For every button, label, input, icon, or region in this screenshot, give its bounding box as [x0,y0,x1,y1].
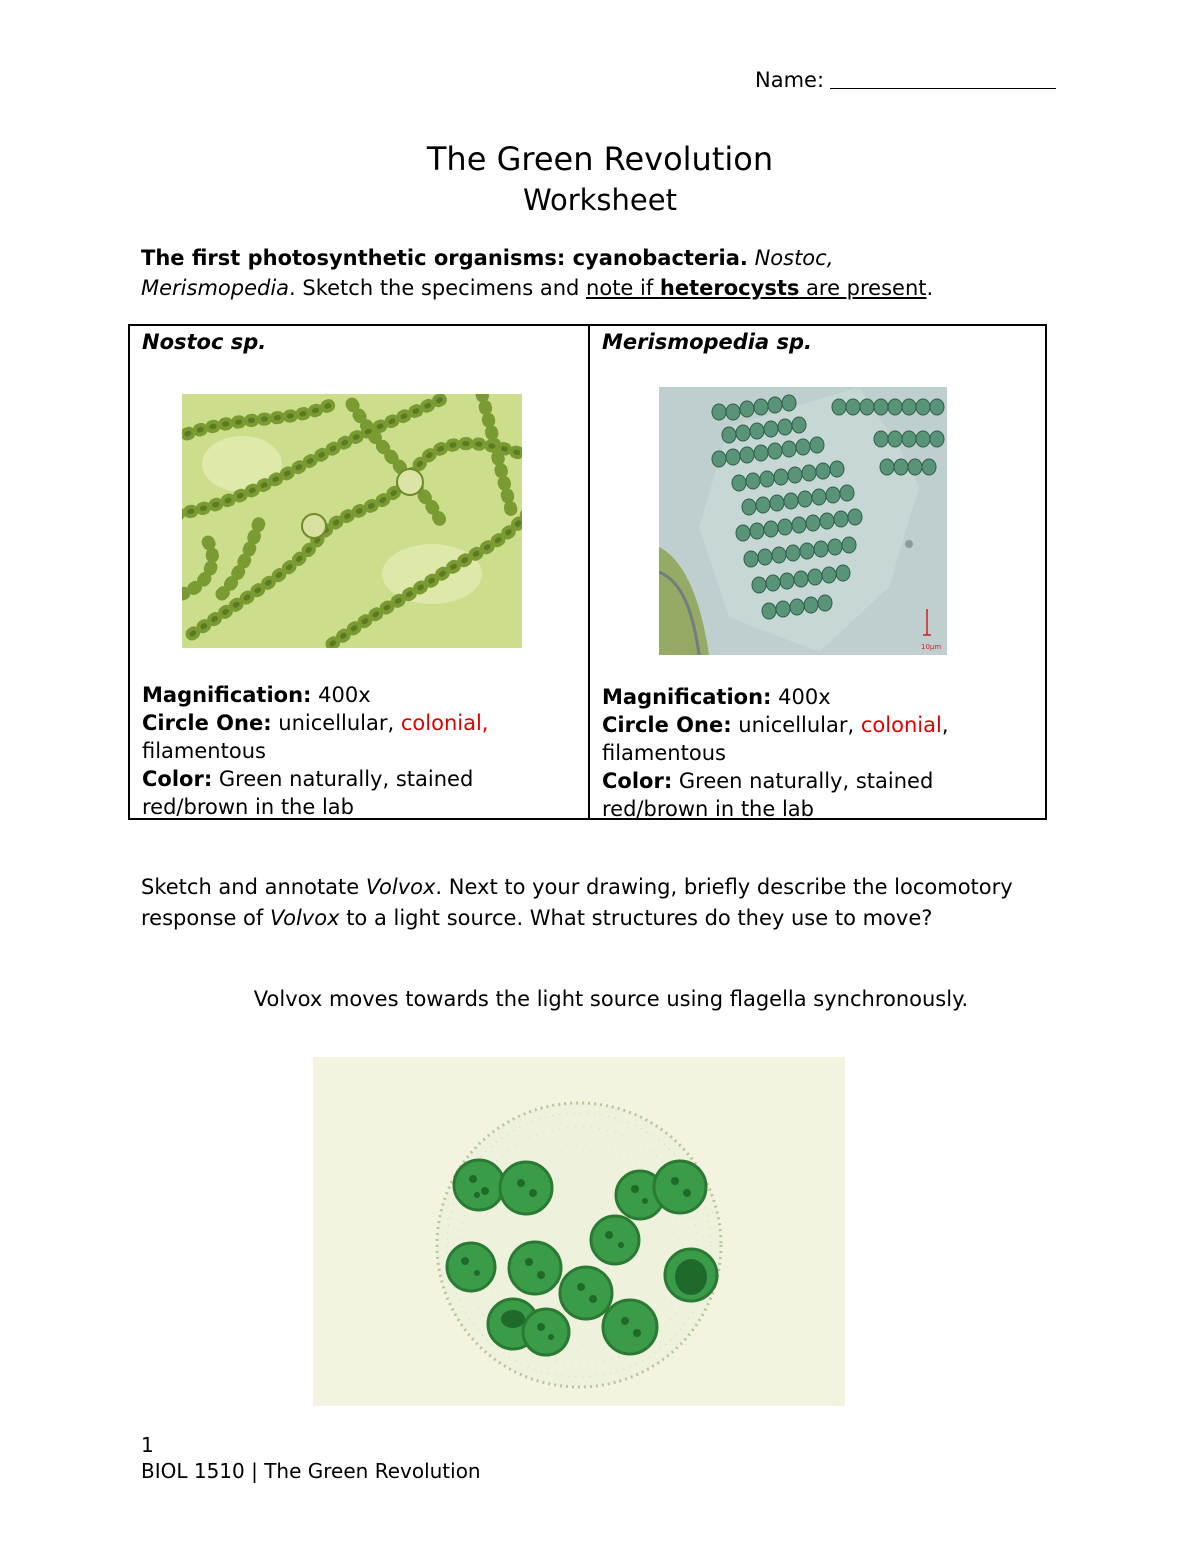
specimen-table [128,324,1047,820]
merismopedia-cell [590,326,1046,821]
page-subtitle: Worksheet [523,183,677,217]
name-field [755,68,1056,92]
footer-text: BIOL 1510 | The Green Revolution [141,1459,481,1483]
intro-note-if: note if [586,276,660,300]
nostoc-color-label: Color: [142,767,213,791]
volvox-answer: Volvox moves towards the light source using flagella synchronously. [253,987,969,1011]
intro-merismopedia: Merismopedia [141,276,290,300]
merismopedia-opt-filamentous: filamentous [602,741,726,765]
volvox-prompt [141,872,1071,934]
nostoc-opt-filamentous: filamentous [142,739,266,763]
scale-bar-label: 10µm [921,643,942,651]
name-blank[interactable] [830,68,1056,89]
merismopedia-opt-unicellular: unicellular, [731,713,861,737]
nostoc-title: Nostoc sp. [142,330,267,354]
nostoc-opt-unicellular: unicellular, [271,711,401,735]
intro-are-present: are present [799,276,927,300]
nostoc-mag-label: Magnification: [142,683,312,707]
prompt-text-1: Sketch and annotate [141,875,366,899]
nostoc-color-value: Green naturally, stained red/brown in the lab [142,767,474,819]
merismopedia-micrograph [659,387,947,655]
merismopedia-circle-label: Circle One: [602,713,732,737]
intro-nostoc: Nostoc, [754,246,834,270]
merismopedia-opt-comma: , [941,713,949,737]
volvox-micrograph [313,1057,845,1406]
prompt-text-2: . Next to your drawing, briefly describe the locomotory response of [141,875,1013,930]
nostoc-circle-label: Circle One: [142,711,272,735]
page-title: The Green Revolution [426,140,774,178]
nostoc-info [142,681,582,821]
merismopedia-mag-value: 400x [771,685,831,709]
merismopedia-info [602,683,1042,823]
nostoc-opt-colonial: colonial, [400,711,489,735]
merismopedia-color-value: Green naturally, stained red/brown in the lab [602,769,934,821]
prompt-text-3: to a light source. What structures do they use to move? [339,906,933,930]
intro-end: . [926,276,934,300]
nostoc-cell [130,326,586,818]
page-number: 1 [141,1433,154,1457]
intro-bold: The first photosynthetic organisms: cyanobacteria. [141,246,748,270]
intro-text: . Sketch the specimens and [289,276,587,300]
intro-paragraph [141,243,1071,303]
intro-heterocysts: heterocysts [659,276,800,300]
nostoc-micrograph [182,394,522,648]
merismopedia-color-label: Color: [602,769,673,793]
prompt-volvox-1: Volvox [365,875,436,899]
nostoc-mag-value: 400x [311,683,371,707]
merismopedia-opt-colonial: colonial [860,713,942,737]
prompt-volvox-2: Volvox [269,906,340,930]
merismopedia-mag-label: Magnification: [602,685,772,709]
name-label: Name: [755,68,825,92]
merismopedia-title: Merismopedia sp. [602,330,812,354]
